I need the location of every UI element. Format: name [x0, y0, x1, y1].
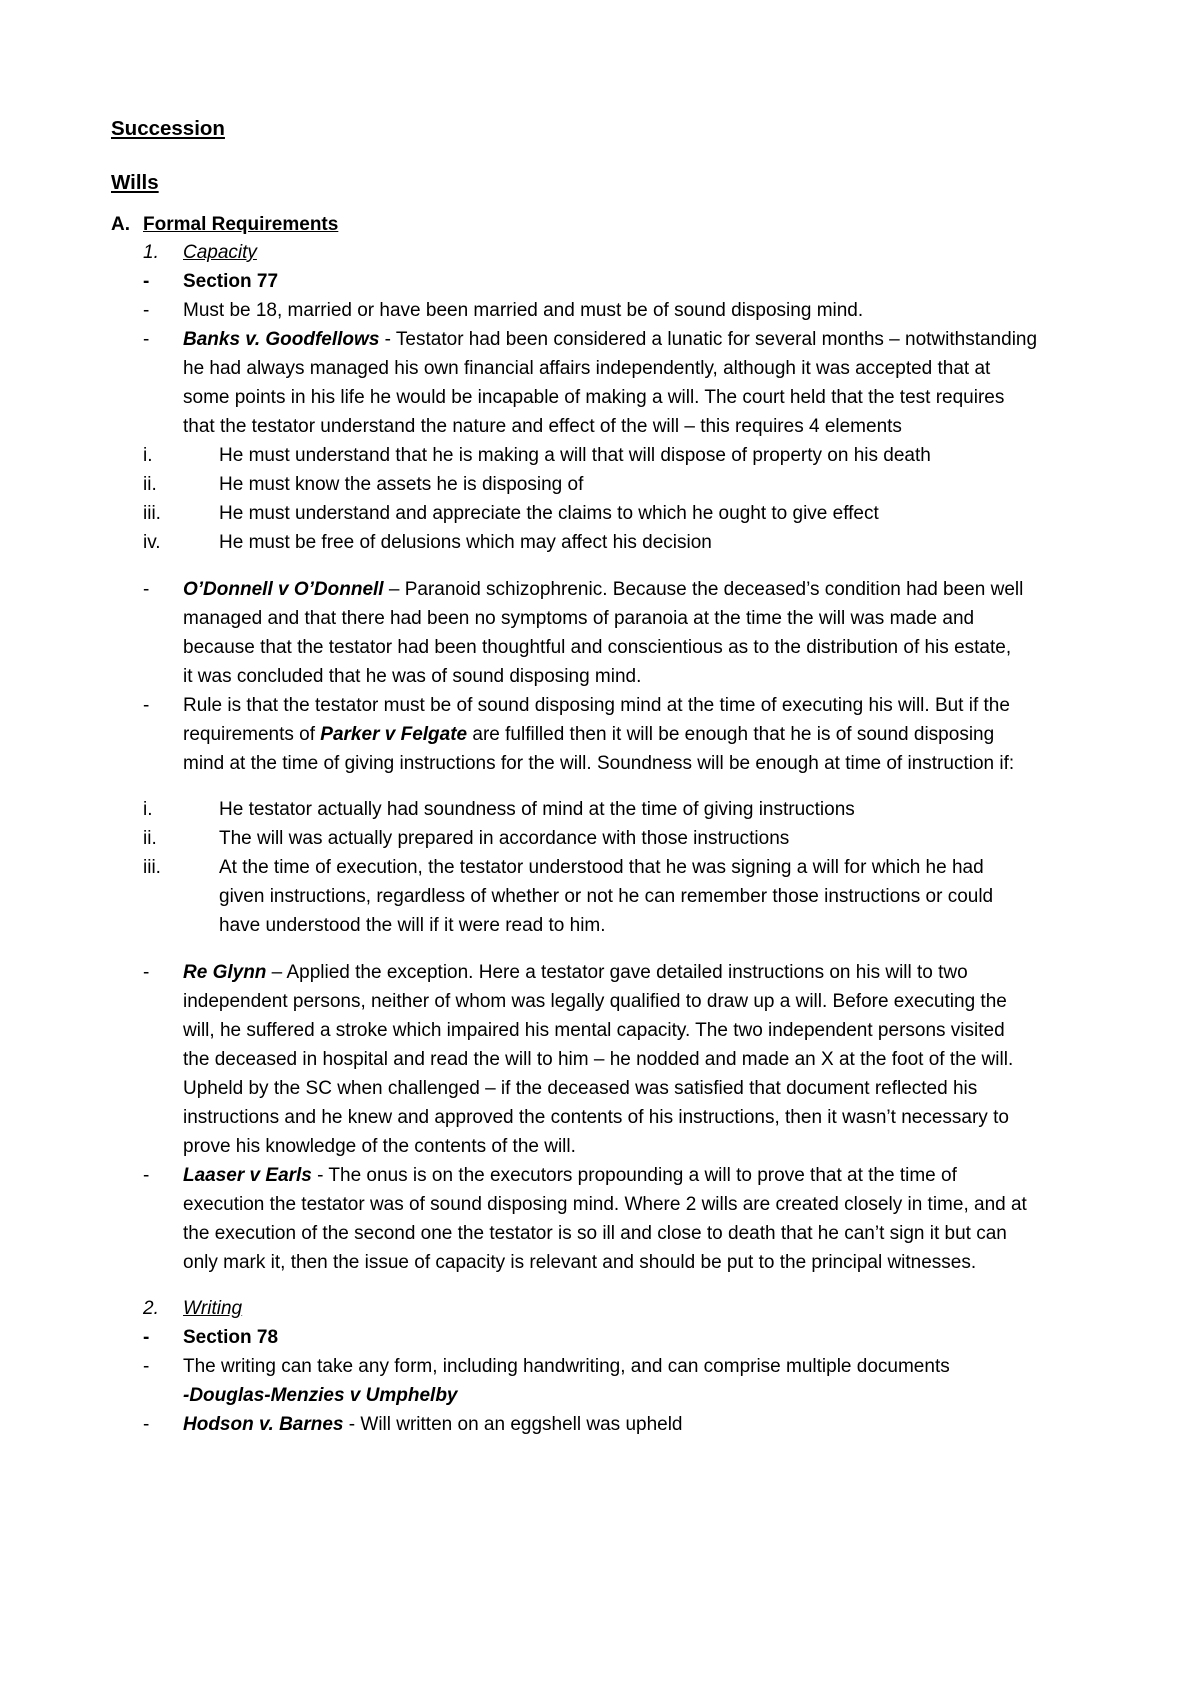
continuation-line: will, he suffered a stroke which impaired his mental capacity. The two independent persons visited	[183, 1020, 1005, 1041]
item-text: Rule is that the testator must be of sound disposing mind at the time of executing his will. But if the	[183, 695, 1010, 716]
continuation-line: given instructions, regardless of whether or not he can remember those instructions or could	[219, 886, 994, 907]
continuation-line: he had always managed his own financial affairs independently, although it was accepted that at	[183, 358, 991, 379]
continuation-line: mind at the time of giving instructions for the will. Soundness will be enough at time of instruction if:	[183, 753, 1015, 774]
section-78: Section 78	[183, 1327, 279, 1348]
roman-numeral: iii.	[143, 503, 161, 524]
capacity-number: 1.	[143, 242, 159, 263]
title-wills: Wills	[111, 171, 159, 194]
case-name: Hodson v. Barnes	[183, 1414, 344, 1435]
case-name: Laaser v Earls	[183, 1165, 312, 1186]
roman-numeral: i.	[143, 799, 153, 820]
item-text: Must be 18, married or have been married and must be of sound disposing mind.	[183, 300, 864, 321]
roman-numeral: ii.	[143, 474, 157, 495]
continuation-line: execution the testator was of sound disposing mind. Where 2 wills are created closely in time, and at	[183, 1194, 1027, 1215]
continuation-line: because that the testator had been thoughtful and conscientious as to the distribution of his estate,	[183, 637, 1012, 658]
title-succession: Succession	[111, 117, 225, 140]
case-name: Re Glynn	[183, 962, 267, 983]
bullet-dash: -	[143, 1356, 150, 1377]
writing-title: Writing	[183, 1298, 243, 1319]
element-text: He must understand that he is making a will that will dispose of property on his death	[219, 445, 931, 466]
continuation-line: instructions and he knew and approved the contents of his instructions, then it wasn’t necessary to	[183, 1107, 1009, 1128]
bullet-dash: -	[143, 695, 150, 716]
case-name: Parker v Felgate	[320, 724, 468, 745]
continuation-line: some points in his life he would be incapable of making a will. The court held that the test requires	[183, 387, 1005, 408]
item-rest: – Paranoid schizophrenic. Because the deceased’s condition had been well	[383, 579, 1024, 600]
element-text: He must know the assets he is disposing of	[219, 474, 584, 495]
case-name: O’Donnell v O’Donnell	[183, 579, 384, 600]
bullet-dash: -	[143, 271, 150, 292]
bullet-dash: -	[143, 1165, 150, 1186]
item-rest: - The onus is on the executors propounding a will to prove that at the time of	[311, 1165, 957, 1186]
continuation-line: it was concluded that he was of sound disposing mind.	[183, 666, 642, 687]
roman-numeral: iii.	[143, 857, 161, 878]
item-text	[183, 326, 1037, 354]
capacity-title: Capacity	[183, 242, 257, 263]
continuation-line: requirements of	[183, 724, 321, 745]
continuation-line: the deceased in hospital and read the will to him – he nodded and made an X at the foot of the will.	[183, 1049, 1014, 1070]
bullet-dash: -	[143, 300, 150, 321]
continuation-line: Upheld by the SC when challenged – if the deceased was satisfied that document reflected his	[183, 1078, 978, 1099]
element-text: He must be free of delusions which may affect his decision	[219, 532, 712, 553]
roman-numeral: i.	[143, 445, 153, 466]
continuation-line: the execution of the second one the testator is so ill and close to death that he can’t sign it but can	[183, 1223, 1007, 1244]
item-rest: - Will written on an eggshell was upheld	[343, 1414, 683, 1435]
item-rest: - Testator had been considered a lunatic for several months – notwithstanding	[379, 329, 1038, 350]
section-a-title: Formal Requirements	[143, 214, 339, 235]
bullet-dash: -	[143, 579, 150, 600]
element-text: He must understand and appreciate the claims to which he ought to give effect	[219, 503, 879, 524]
roman-numeral: ii.	[143, 828, 157, 849]
writing-number: 2.	[143, 1298, 159, 1319]
continuation-line: prove his knowledge of the contents of the will.	[183, 1136, 576, 1157]
bullet-dash: -	[143, 1327, 150, 1348]
continuation-line: have understood the will if it were read to him.	[219, 915, 606, 936]
bullet-dash: -	[143, 962, 150, 983]
continuation-line: are fulfilled then it will be enough that he is of sound disposing	[467, 724, 995, 745]
section-77: Section 77	[183, 271, 279, 292]
item-rest: – Applied the exception. Here a testator gave detailed instructions on his will to two	[266, 962, 968, 983]
continuation-line: managed and that there had been no symptoms of paranoia at the time the will was made and	[183, 608, 975, 629]
continuation-line: independent persons, neither of whom was legally qualified to draw up a will. Before executing the	[183, 991, 1007, 1012]
condition-text: He testator actually had soundness of mind at the time of giving instructions	[219, 799, 855, 820]
case-name: Banks v. Goodfellows	[183, 329, 380, 350]
case-name: -Douglas-Menzies v Umphelby	[183, 1385, 458, 1406]
condition-text: At the time of execution, the testator understood that he was signing a will for which he had	[219, 857, 984, 878]
roman-numeral: iv.	[143, 532, 161, 553]
continuation-line: only mark it, then the issue of capacity is relevant and should be put to the principal witnesses.	[183, 1252, 977, 1273]
continuation-line: that the testator understand the nature and effect of the will – this requires 4 elements	[183, 416, 902, 437]
item-text: The writing can take any form, including handwriting, and can comprise multiple documents	[183, 1356, 950, 1377]
bullet-dash: -	[143, 329, 150, 350]
section-a-marker: A.	[111, 214, 130, 235]
bullet-dash: -	[143, 1414, 150, 1435]
condition-text: The will was actually prepared in accordance with those instructions	[219, 828, 790, 849]
